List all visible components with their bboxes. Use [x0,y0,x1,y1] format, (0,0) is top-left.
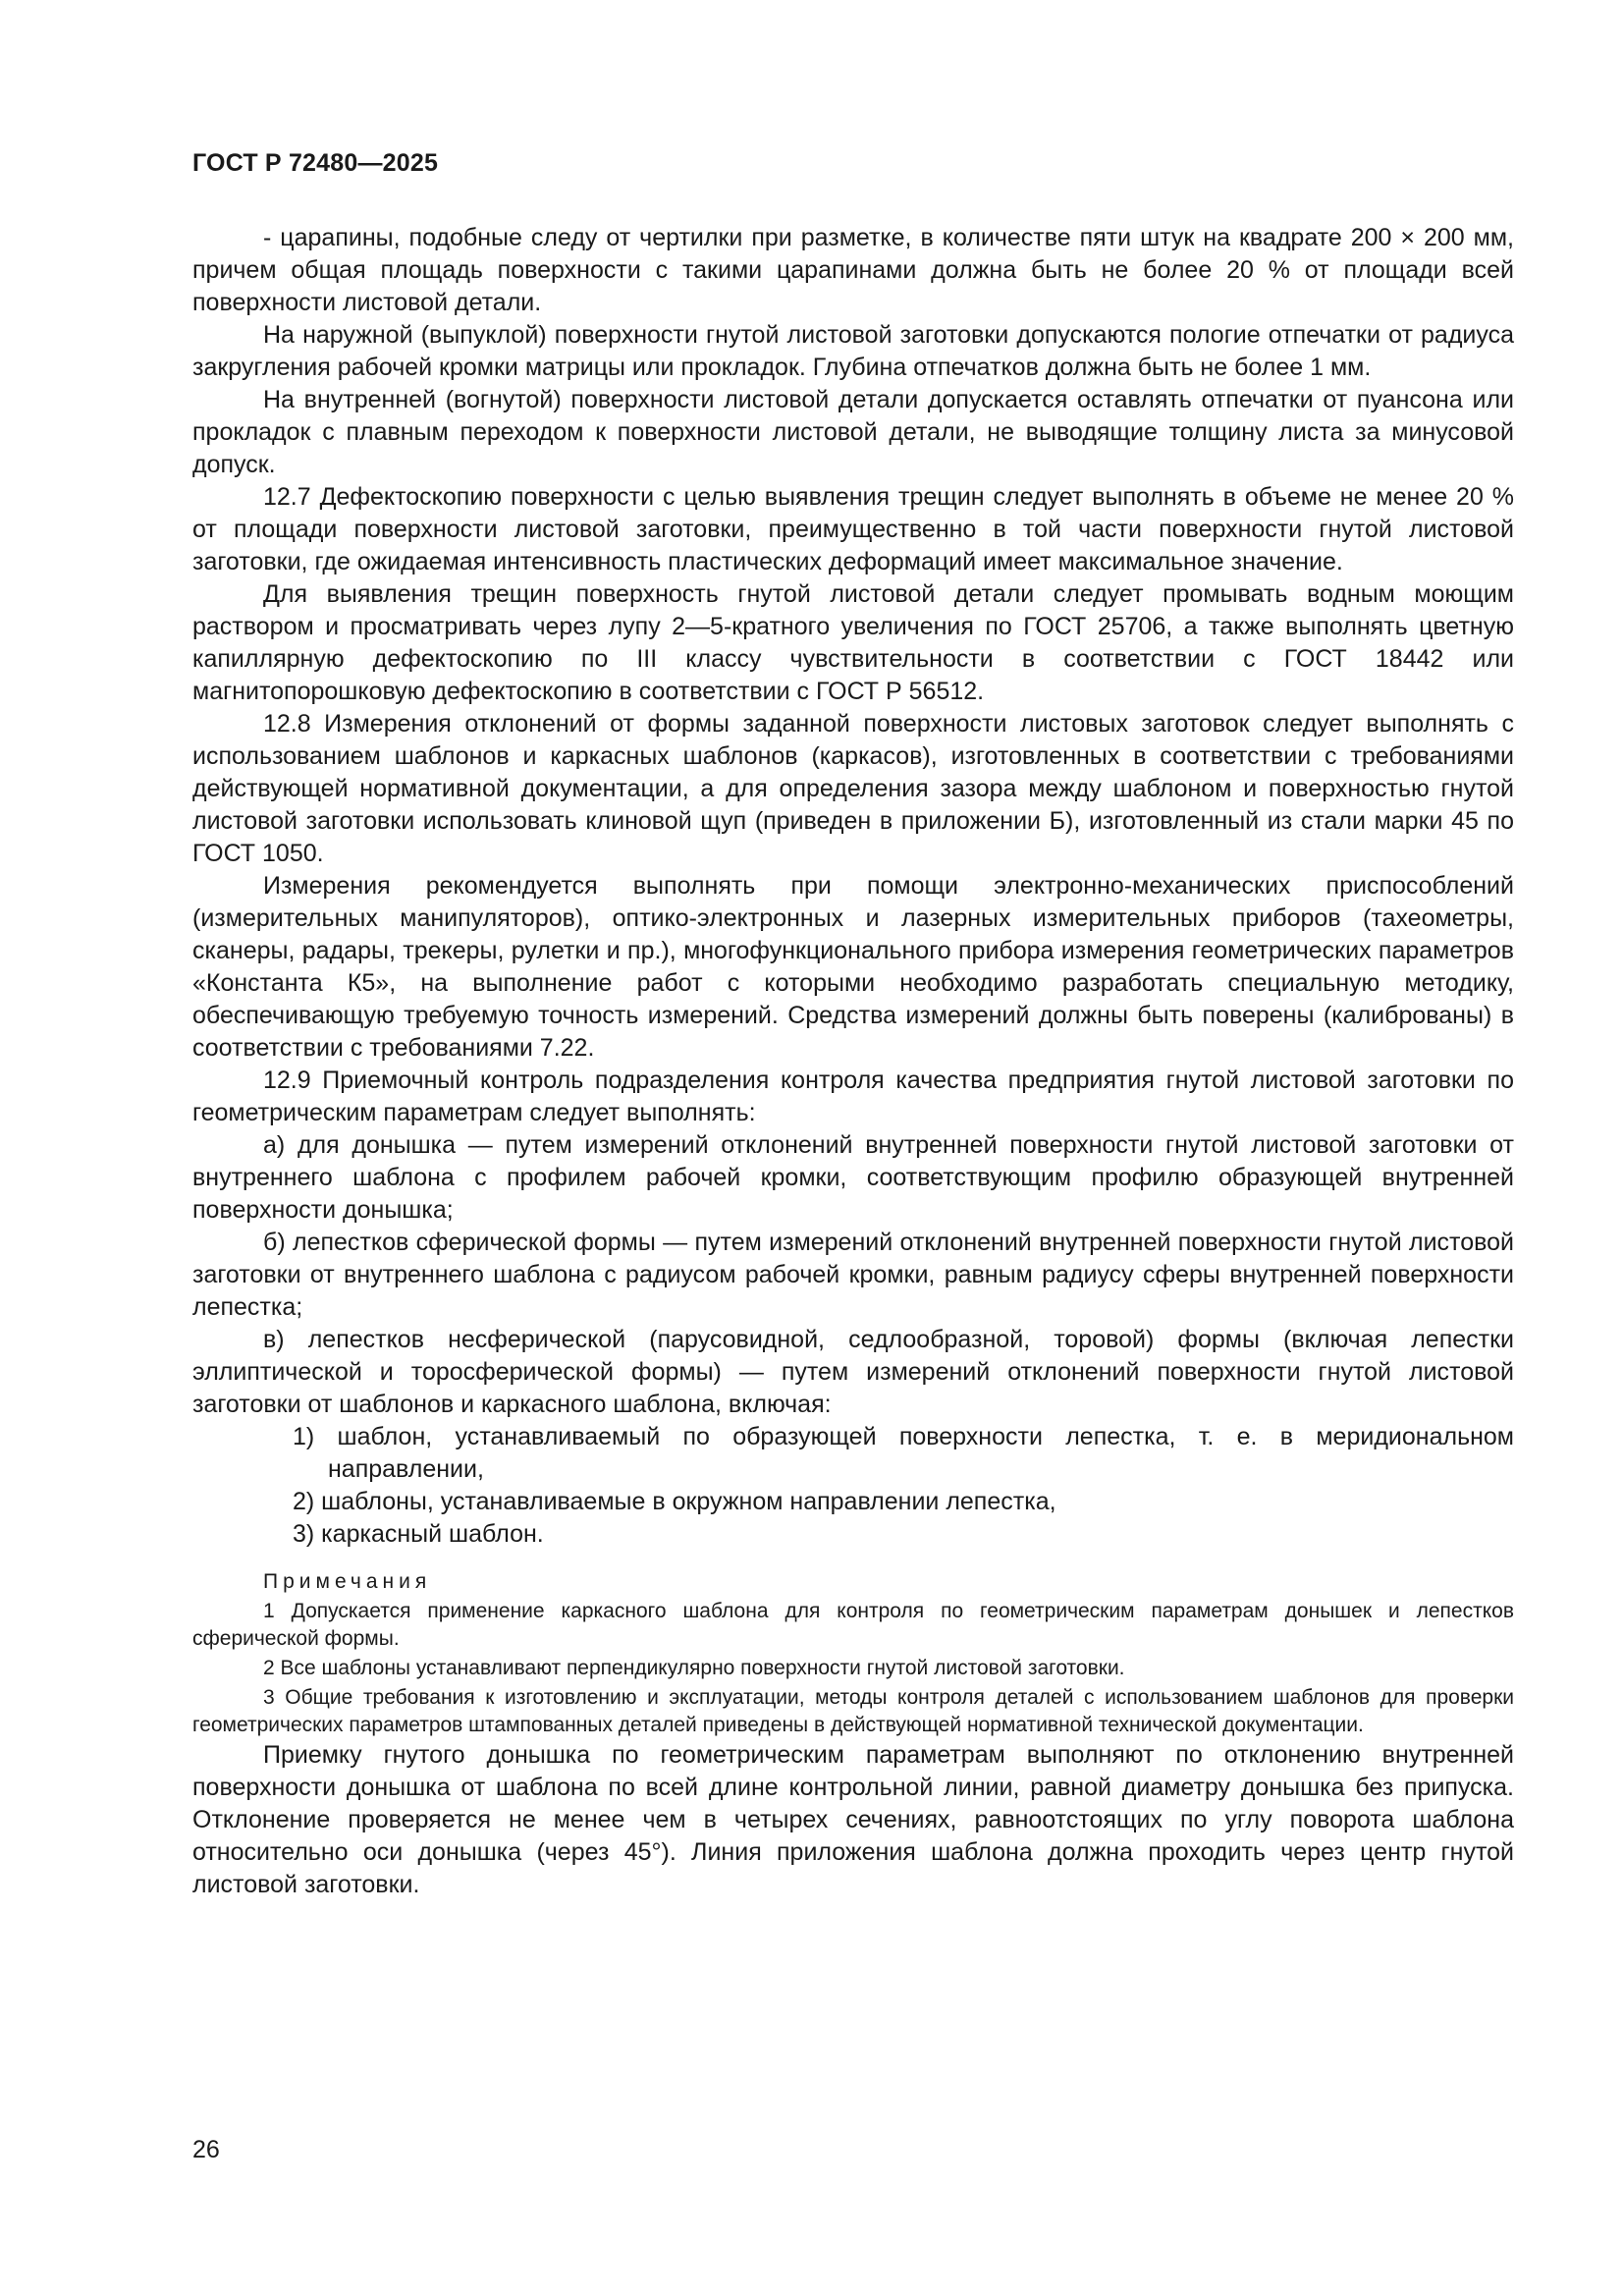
note-3: 3 Общие требования к изготовлению и эксплуатации, методы контроля деталей с использованием шаблонов для проверки геометрических параметров штампованных деталей приведены в действующей нормативной технической документации. [192,1686,1514,1736]
paragraph-item-a: а) для донышка — путем измерений отклонений внутренней поверхности гнутой листовой заготовки от внутреннего шаблона с профилем рабочей кромки, соответствующим профилю образующей внутренней поверхности донышка; [192,1131,1514,1224]
note-1: 1 Допускается применение каркасного шаблона для контроля по геометрическим параметрам донышек и лепестков сферической формы. [192,1600,1514,1650]
notes-block [192,1568,1514,1739]
paragraph-measurements: Измерения рекомендуется выполнять при помощи электронно-механических приспособлений (измерительных манипуляторов), оптико-электронных и лазерных измерительных приборов (тахеометры, сканеры, радары, трекеры, рулетки и пр.), многофункционального прибора измерения геометрических параметров «Константа К5», на выполнение работ с которыми необходимо разработать специальную методику, обеспечивающую требуемую точность измерений. Средства измерений должны быть поверены (калиброваны) в соответствии с требованиями 7.22. [192,872,1514,1062]
notes-title: Примечания [263,1570,432,1593]
paragraph-inner-surface: На внутренней (вогнутой) поверхности листовой детали допускается оставлять отпечатки от пуансона или прокладок с плавным переходом к поверхности листовой детали, не выводящие толщину листа за минусовой допуск. [192,386,1514,478]
paragraph-crack-detection: Для выявления трещин поверхность гнутой листовой детали следует промывать водным моющим раствором и просматривать через лупу 2—5-кратного увеличения по ГОСТ 25706, а также выполнять цветную капиллярную дефектоскопию по III классу чувствительности в соответствии с ГОСТ 18442 или магнитопорошковую дефектоскопию в соответствии с ГОСТ Р 56512. [192,580,1514,705]
page-number: 26 [192,2136,220,2163]
note-2: 2 Все шаблоны устанавливают перпендикулярно поверхности гнутой листовой заготовки. [263,1657,1125,1679]
paragraph-outer-surface: На наружной (выпуклой) поверхности гнутой листовой заготовки допускаются пологие отпечатки от радиуса закругления рабочей кромки матрицы или прокладок. Глубина отпечатков должна быть не более 1 мм. [192,321,1514,381]
paragraph-acceptance: Приемку гнутого донышка по геометрическим параметрам выполняют по отклонению внутренней поверхности донышка от шаблона по всей длине контрольной линии, равной диаметру донышка без припуска. Отклонение проверяется не менее чем в четырех сечениях, равноотстоящих по углу поворота шаблона относительно оси донышка (через 45°). Линия приложения шаблона должна проходить через центр гнутой листовой заготовки. [192,1741,1514,1898]
paragraph-12-8: 12.8 Измерения отклонений от формы заданной поверхности листовых заготовок следует выполнять с использованием шаблонов и каркасных шаблонов (каркасов), изготовленных в соответствии с требованиями действующей нормативной документации, а для определения зазора между шаблоном и поверхностью гнутой листовой заготовки использовать клиновой щуп (приведен в приложении Б), изготовленный из стали марки 45 по ГОСТ 1050. [192,710,1514,867]
document-body [192,222,1514,1901]
paragraph-item-b: б) лепестков сферической формы — путем измерений отклонений внутренней поверхности гнутой листовой заготовки от внутреннего шаблона с радиусом рабочей кромки, равным радиусу сферы внутренней поверхности лепестка; [192,1229,1514,1321]
paragraph-12-7: 12.7 Дефектоскопию поверхности с целью выявления трещин следует выполнять в объеме не менее 20 % от площади поверхности листовой заготовки, преимущественно в той части поверхности гнутой листовой заготовки, где ожидаемая интенсивность пластических деформаций имеет максимальное значение. [192,483,1514,575]
document-header: ГОСТ Р 72480—2025 [192,149,439,177]
list-item-3: 3) каркасный шаблон. [293,1520,544,1548]
paragraph-12-9: 12.9 Приемочный контроль подразделения контроля качества предприятия гнутой листовой заготовки по геометрическим параметрам следует выполнять: [192,1066,1514,1126]
list-item-1: 1) шаблон, устанавливаемый по образующей поверхности лепестка, т. е. в меридиональном направлении, [293,1423,1514,1483]
paragraph-item-v: в) лепестков несферической (парусовидной, седлообразной, торовой) формы (включая лепестки эллиптической и торосферической формы) — путем измерений отклонений поверхности гнутой листовой заготовки от шаблонов и каркасного шаблона, включая: [192,1326,1514,1418]
list-item-2: 2) шаблоны, устанавливаемые в окружном направлении лепестка, [293,1488,1056,1515]
paragraph-scratches: - царапины, подобные следу от чертилки при разметке, в количестве пяти штук на квадрате 200 × 200 мм, причем общая площадь поверхности с такими царапинами должна быть не более 20 % от площади всей поверхности листовой детали. [192,224,1514,316]
